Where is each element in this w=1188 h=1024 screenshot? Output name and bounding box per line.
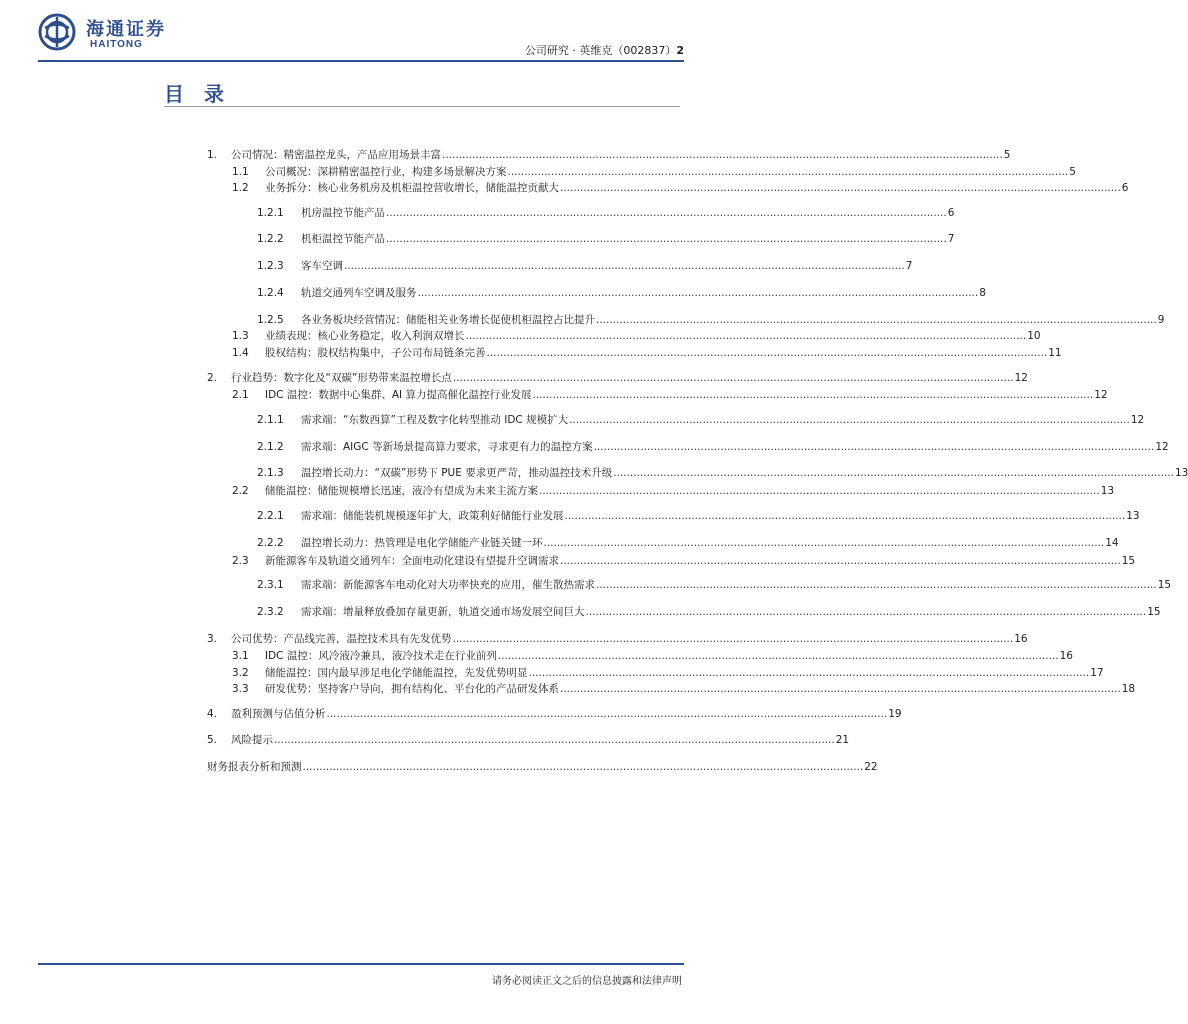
toc-entry-page: 7 [947,233,955,245]
toc-entry-number: 4. [207,708,218,720]
toc-leader-dots: ........................................................................................................................................................................ [507,166,1069,178]
toc-entry-text: 研发优势：坚持客户导向，拥有结构化、平台化的产品研发体系 [265,683,559,695]
toc-entry-text: 轨道交通列车空调及服务 [301,287,417,299]
toc-entry-text: 公司优势：产品线完善，温控技术具有先发优势 [231,633,452,645]
toc-entry-number: 2.1.1 [257,414,284,426]
toc-entry-number: 1.1 [232,166,249,178]
toc-leader-dots: ........................................................................................................................................................................ [532,389,1094,401]
toc-entry-text: 盈利预测与估值分析 [231,708,326,720]
toc-entry-text: 储能温控：国内最早涉足电化学储能温控，先发优势明显 [265,667,528,679]
toc-entry[interactable] [257,413,1145,427]
toc-leader-dots: ........................................................................................................................................................................ [442,149,1003,161]
toc-entry-text: 业务拆分：核心业务机房及机柜温控营收增长，储能温控贡献大 [265,182,559,194]
toc-entry[interactable] [232,484,1115,498]
toc-entry[interactable] [232,666,1104,680]
toc-entry-page: 22 [864,761,878,773]
toc-entry-number: 3. [207,633,218,645]
toc-entry-page: 12 [1014,372,1028,384]
toc-leader-dots: ........................................................................................................................................................................ [560,683,1121,695]
toc-entry-number: 1.2.1 [257,207,284,219]
toc-entry-number: 2.1 [232,389,249,401]
toc-entry-text: 机柜温控节能产品 [301,233,385,245]
toc-entry-number: 1.2 [232,182,249,194]
toc-entry[interactable] [207,148,1011,162]
haitong-emblem-icon [38,13,76,51]
toc-leader-dots: ........................................................................................................................................................................ [386,233,947,245]
toc-entry[interactable] [257,440,1169,454]
toc-entry-number: 2.2.1 [257,510,284,522]
toc-entry-page: 6 [947,207,955,219]
toc-entry-page: 16 [1014,633,1028,645]
toc-entry-text: 温控增长动力：热管理是电化学储能产业链关键一环 [301,537,543,549]
toc-leader-dots: ........................................................................................................................................................................ [326,708,888,720]
toc-leader-dots: ........................................................................................................................................................................ [528,667,1090,679]
toc-entry-number: 1.2.4 [257,287,284,299]
toc-entry-text: 公司情况：精密温控龙头，产品应用场景丰富 [231,149,441,161]
toc-entry-text: 行业趋势：数字化及“双碳”形势带来温控增长点 [231,372,452,384]
toc-entry-text: 需求端：“东数西算”工程及数字化转型推动 IDC 规模扩大 [301,414,569,426]
toc-entry-number: 2.3.2 [257,606,284,618]
toc-entry[interactable] [232,181,1129,195]
toc-entry-page: 16 [1059,650,1073,662]
toc-leader-dots: ........................................................................................................................................................................ [596,314,1157,326]
toc-entry[interactable] [257,466,1188,480]
footer-disclaimer: 请务必阅读正文之后的信息披露和法律声明 [492,976,682,987]
toc-entry[interactable] [207,632,1028,646]
toc-leader-dots: ........................................................................................................................................................................ [585,606,1147,618]
toc-entry-page: 18 [1121,683,1136,695]
toc-entry[interactable] [207,371,1028,385]
page-number: 2 [676,44,684,57]
toc-entry-text: IDC 温控：数据中心集群、AI 算力提高催化温控行业发展 [265,389,532,401]
company-name: 英维克（002837） [579,44,677,57]
header-divider [38,60,684,62]
toc-entry-number: 2.3 [232,555,249,567]
toc-entry-page: 14 [1105,537,1119,549]
toc-leader-dots: ........................................................................................................................................................................ [274,734,835,746]
toc-entry-text: 需求端：增量释放叠加存量更新，轨道交通市场发展空间巨大 [301,606,585,618]
report-type: 公司研究 [524,44,569,57]
toc-entry-page: 15 [1147,606,1161,618]
toc-leader-dots: ........................................................................................................................................................................ [569,414,1130,426]
toc-entry[interactable] [207,760,878,774]
toc-entry-page: 13 [1174,467,1188,479]
toc-leader-dots: ........................................................................................................................................................................ [613,467,1174,479]
toc-entry-page: 15 [1121,555,1136,567]
toc-entry-text: 业绩表现：核心业务稳定，收入利润双增长 [265,330,465,342]
toc-leader-dots: ........................................................................................................................................................................ [539,485,1100,497]
toc-leader-dots: ........................................................................................................................................................................ [302,761,864,773]
toc-entry-number: 1.2.5 [257,314,284,326]
toc-entry-text: 需求端：AIGC 等新场景提高算力要求，寻求更有力的温控方案 [301,441,593,453]
toc-entry-page: 12 [1130,414,1145,426]
toc-entry-number: 3.2 [232,667,249,679]
toc-entry-text: 需求端：储能装机规模逐年扩大，政策利好储能行业发展 [301,510,564,522]
toc-entry-text: 股权结构：股权结构集中，子公司布局链条完善 [265,347,486,359]
toc-leader-dots: ........................................................................................................................................................................ [386,207,947,219]
toc-entry[interactable] [257,286,986,300]
toc-entry-number: 3.1 [232,650,249,662]
toc-entry[interactable] [232,388,1108,402]
toc-entry-number: 1.3 [232,330,249,342]
toc-entry-number: 1.4 [232,347,249,359]
toc-entry[interactable] [232,682,1136,696]
toc-entry[interactable] [232,165,1076,179]
toc-entry-page: 10 [1027,330,1041,342]
toc-entry-text: 财务报表分析和预测 [207,761,302,773]
toc-entry-text: 客车空调 [301,260,343,272]
toc-entry-number: 1.2.3 [257,260,284,272]
header-info [525,42,684,58]
toc-entry[interactable] [257,605,1161,619]
toc-entry-text: 新能源客车及轨道交通列车：全面电动化建设有望提升空调需求 [265,555,559,567]
toc-entry-number: 2.3.1 [257,579,284,591]
toc-leader-dots: ........................................................................................................................................................................ [486,347,1048,359]
toc-entry-page: 7 [905,260,913,272]
logo-chinese-name: 海通证券 [86,19,166,40]
toc-entry-number: 2.1.2 [257,441,284,453]
toc-entry[interactable] [232,649,1073,663]
toc-entry-text: 各业务板块经营情况：储能相关业务增长促使机柜温控占比提升 [301,314,595,326]
toc-entry-page: 5 [1003,149,1011,161]
haitong-logo [38,13,188,53]
toc-entry-page: 21 [835,734,850,746]
toc-entry-number: 3.3 [232,683,249,695]
toc-entry-number: 2.2 [232,485,249,497]
toc-entry[interactable] [232,346,1062,360]
toc-leader-dots: ........................................................................................................................................................................ [560,182,1121,194]
toc-entry[interactable] [257,206,955,220]
toc-entry[interactable] [257,232,955,246]
toc-entry-page: 8 [979,287,986,299]
toc-leader-dots: ........................................................................................................................................................................ [497,650,1059,662]
toc-leader-dots: ........................................................................................................................................................................ [465,330,1027,342]
toc-entry[interactable] [207,733,850,747]
toc-entry-text: 温控增长动力：“双碳”形势下 PUE 要求更严苛，推动温控技术升级 [301,467,613,479]
toc-entry-number: 2.2.2 [257,537,284,549]
toc-entry-page: 13 [1126,510,1140,522]
toc-entry-page: 19 [888,708,902,720]
toc-entry[interactable] [257,259,913,273]
toc-leader-dots: ........................................................................................................................................................................ [596,579,1157,591]
header-separator: · [568,44,580,57]
toc-leader-dots: ........................................................................................................................................................................ [452,633,1014,645]
toc-entry-page: 5 [1069,166,1076,178]
toc-leader-dots: ........................................................................................................................................................................ [452,372,1014,384]
toc-entry-text: 机房温控节能产品 [301,207,385,219]
toc-leader-dots: ........................................................................................................................................................................ [564,510,1126,522]
toc-entry-text: 储能温控：储能规模增长迅速，液冷有望成为未来主流方案 [265,485,538,497]
toc-entry-page: 17 [1090,667,1104,679]
logo-english-name: HAITONG [90,39,143,50]
toc-entry[interactable] [232,329,1041,343]
toc-entry-page: 12 [1155,441,1169,453]
toc-entry-text: 公司概况：深耕精密温控行业，构建多场景解决方案 [265,166,507,178]
toc-entry[interactable] [257,578,1172,592]
toc-entry-page: 12 [1094,389,1108,401]
toc-entry-number: 2.1.3 [257,467,284,479]
toc-entry[interactable] [257,536,1119,550]
toc-entry[interactable] [232,554,1136,568]
toc-leader-dots: ........................................................................................................................................................................ [593,441,1155,453]
toc-leader-dots: ........................................................................................................................................................................ [344,260,905,272]
toc-leader-dots: ........................................................................................................................................................................ [417,287,979,299]
toc-entry[interactable] [207,707,902,721]
toc-entry-page: 6 [1121,182,1129,194]
toc-leader-dots: ........................................................................................................................................................................ [543,537,1105,549]
toc-entry-text: 需求端：新能源客车电动化对大功率快充的应用，催生散热需求 [301,579,595,591]
toc-entry-number: 1.2.2 [257,233,284,245]
toc-entry-page: 9 [1157,314,1165,326]
toc-title: 目录 [164,82,244,106]
toc-entry-page: 11 [1048,347,1062,359]
toc-entry-number: 1. [207,149,218,161]
toc-leader-dots: ........................................................................................................................................................................ [560,555,1121,567]
toc-entry-number: 5. [207,734,218,746]
footer-divider [38,963,684,965]
toc-entry[interactable] [257,313,1165,327]
toc-entry-text: 风险提示 [231,734,273,746]
toc-entry-page: 13 [1100,485,1115,497]
toc-entry-number: 2. [207,372,218,384]
toc-entry-text: IDC 温控：风冷液冷兼具，液冷技术走在行业前列 [265,650,497,662]
toc-title-rule [164,106,680,107]
toc-entry[interactable] [257,509,1140,523]
toc-entry-page: 15 [1157,579,1172,591]
